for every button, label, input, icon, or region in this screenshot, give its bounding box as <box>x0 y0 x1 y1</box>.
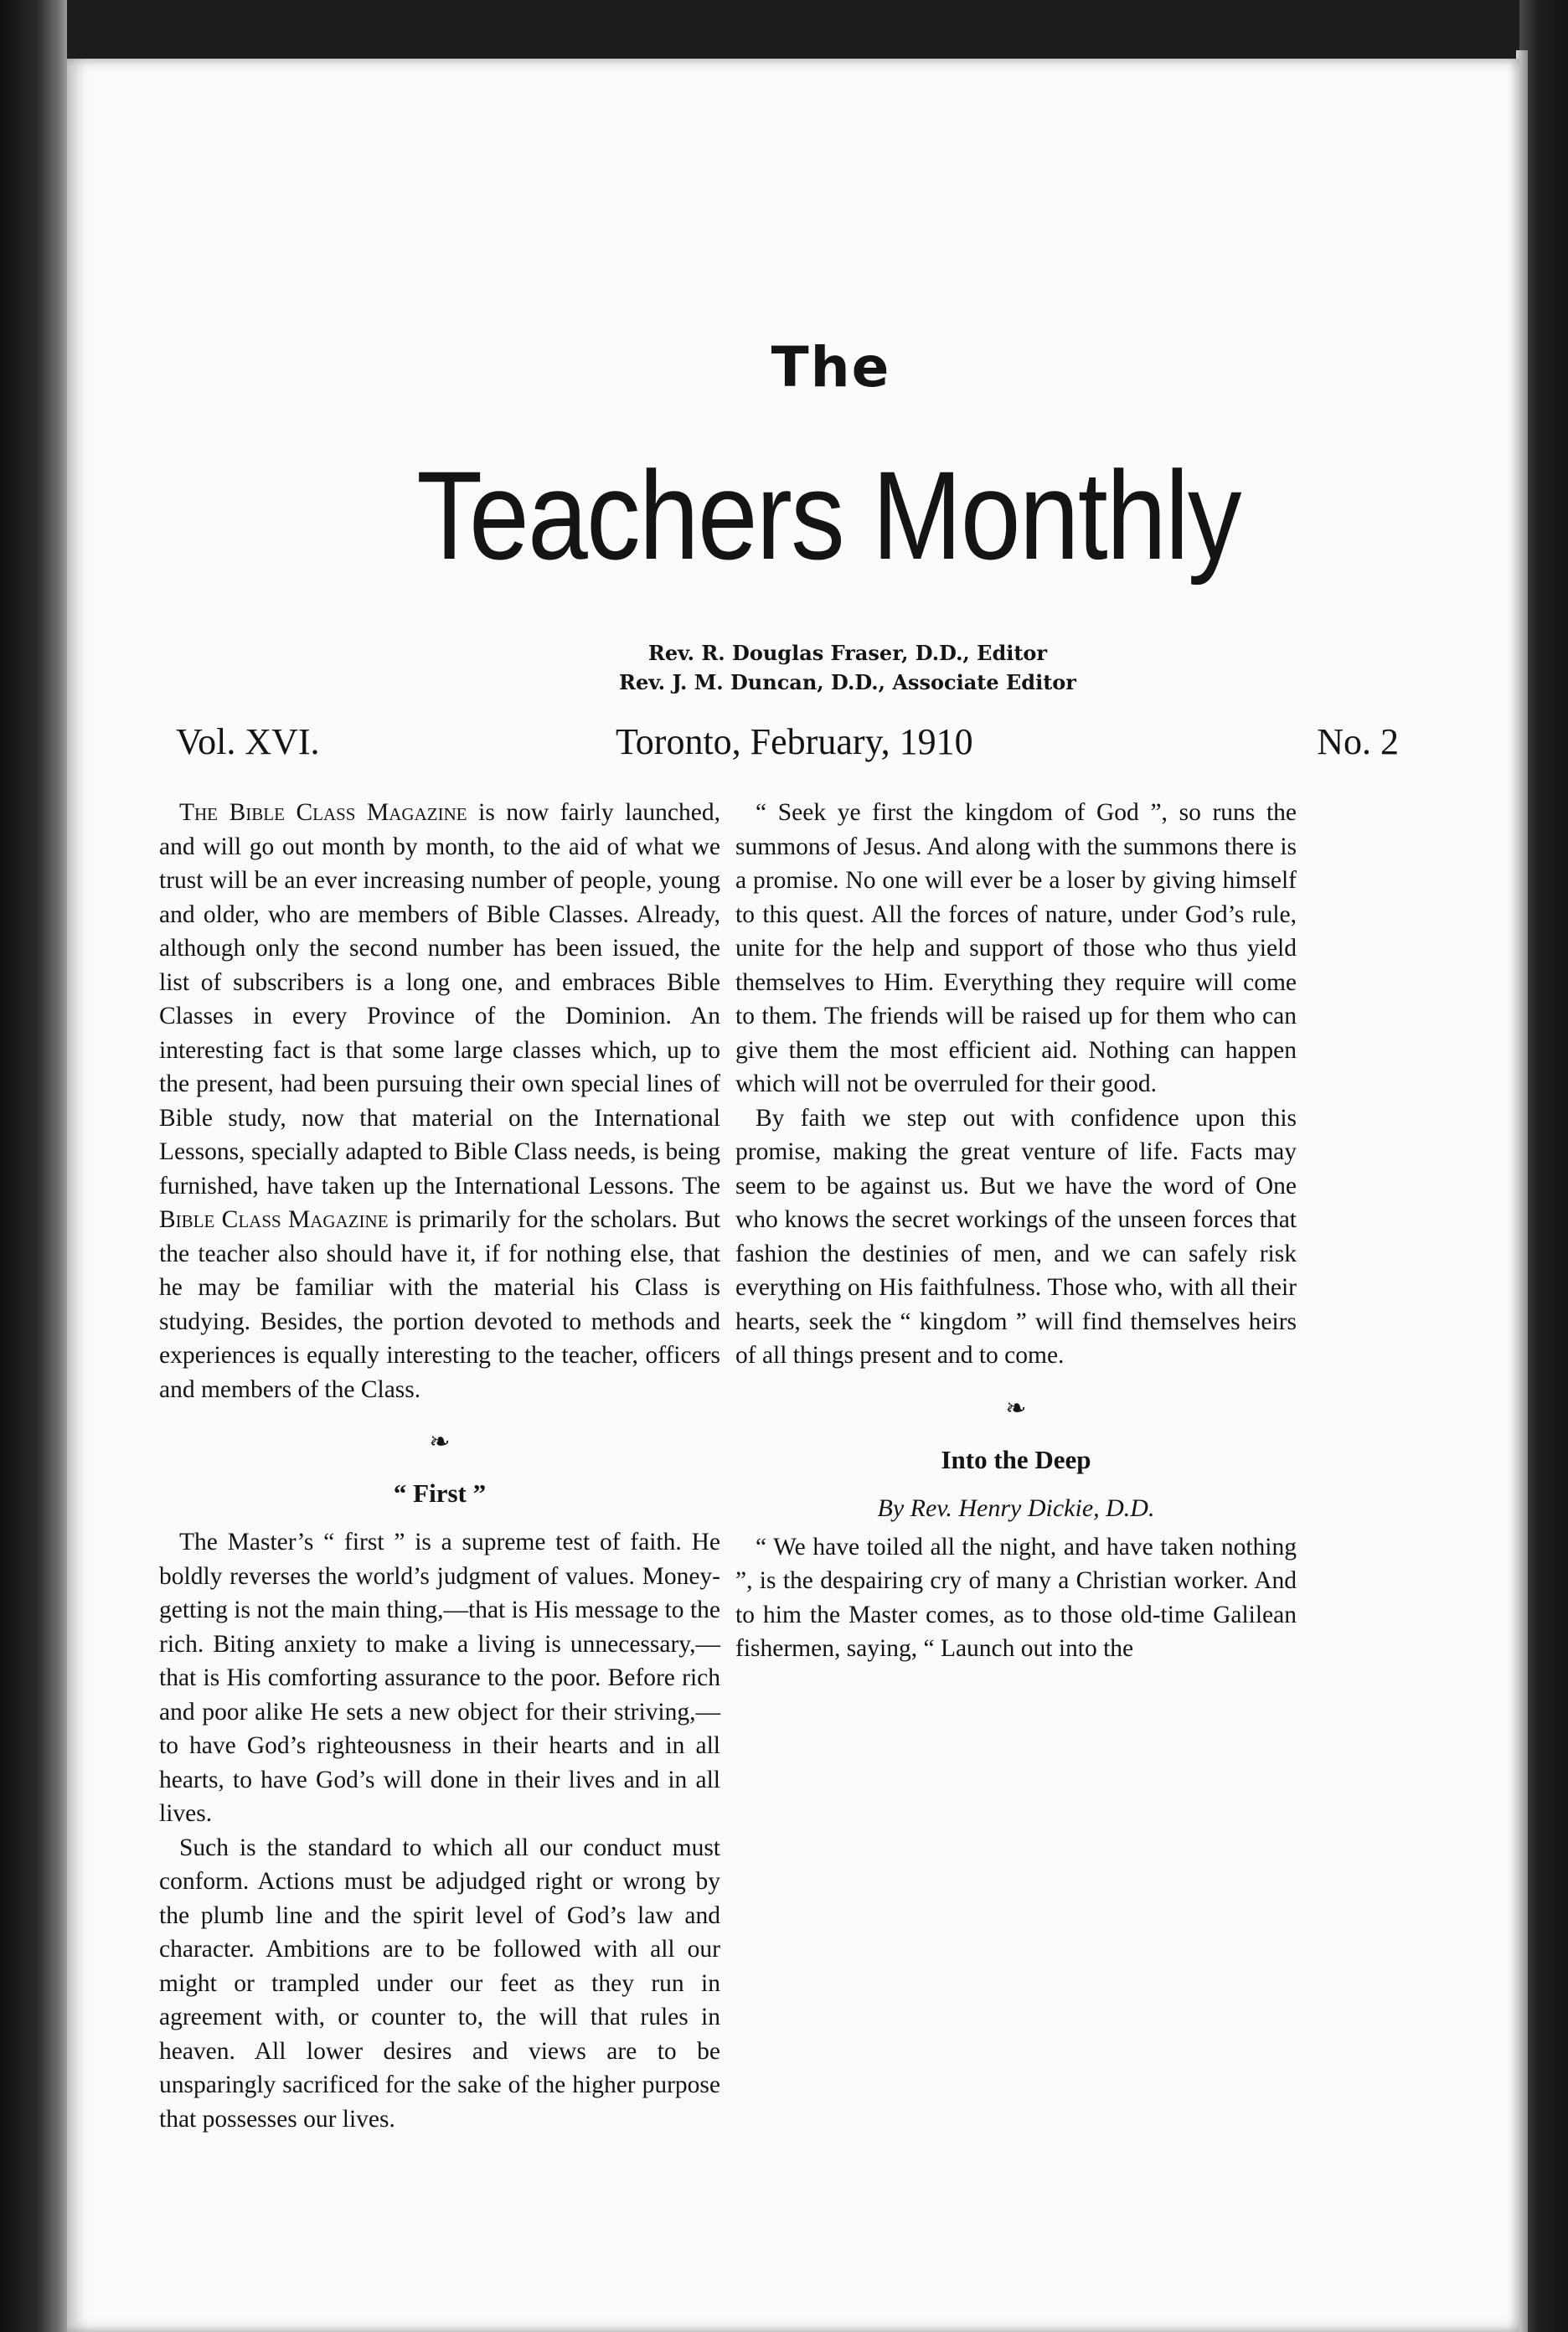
first-paragraph-1: The Master’s “ first ” is a supreme test of faith. He boldly reverses the world’s judgment of values. Money-getting is not the main thing,—that is His message to the rich. Biting anxiety to make a living is unnecessary,—that is His comforting assurance to the poor. Before rich and poor alike He sets a new object for their striving,—to have God’s righteousness in their hearts and in all hearts, to have God’s will done in their lives and in all lives. <box>159 1529 720 1827</box>
deep-paragraph-1: “ We have toiled all the night, and have taken nothing ”, is the despairing cry of many a Christian worker. And to him the Master comes, as to those old-time Galilean fishermen, saying, “ Launch out into the <box>735 1533 1297 1662</box>
intro-text-2: is primarily for the scholars. But the teacher also should have it, if for nothing else, that he may be familiar with the material his Class is studying. Besides, the portion devoted to methods and experiences is equally interesting to the teacher, officers and members of the Class. <box>159 1206 720 1403</box>
intro-paragraph <box>159 796 720 1406</box>
intro-lead: The Bible Class Magazine <box>179 799 467 826</box>
first-heading: “ First ” <box>393 1478 487 1508</box>
right-column <box>735 796 1297 1666</box>
first-paragraph-2: Such is the standard to which all our conduct must conform. Actions must be adjudged right or wrong by the plumb line and the spirit level of God’s law and character. Ambitions are to be followed with all our might or trampled under our feet as they run in agreement with, or counter to, the will that rules in heaven. All lower desires and views are to be unsparingly sacrificed for the sake of the higher purpose that possesses our lives. <box>159 1834 720 2133</box>
deep-heading: Into the Deep <box>941 1444 1091 1474</box>
volume-label: Vol. XVI. <box>176 721 320 762</box>
editor-line: Rev. R. Douglas Fraser, D.D., Editor <box>647 641 1048 665</box>
first-paragraph-4: By faith we step out with confidence upon this promise, making the great venture of life. Facts may seem to be against us. But we have the word of One who knows the secret workings of the unseen forces that fashion the destinies of men, and we can safely risk everything on His faithfulness. Those who, with all their hearts, seek the “ kingdom ” will find themselves heirs of all things present and to come. <box>735 1104 1297 1369</box>
left-column <box>159 796 720 2136</box>
leaf-ornament: ❧ <box>1005 1394 1027 1422</box>
issue-date: Toronto, February, 1910 <box>616 721 973 762</box>
masthead-the: The <box>771 335 891 400</box>
intro-text-1: is now fairly launched, and will go out month by month, to the aid of what we trust will be an ever increasing number of people, young and older, who are members of Bible Classes. Already, although only the second number has been issued, the list of subscribers is a long one, and embraces Bible Classes in every Province of the Dominion. An interesting fact is that some large classes which, up to the present, had been pursuing their own special lines of Bible study, now that material on the International Lessons, specially adapted to Bible Class needs, is being furnished, have taken up the International Lessons. The <box>159 799 720 1200</box>
editors-block <box>121 638 1568 697</box>
first-paragraph-3: “ Seek ye first the kingdom of God ”, so runs the summons of Jesus. And along with the summons there is a promise. No one will ever be a loser by giving himself to this quest. All the forces of nature, under God’s rule, unite for the help and support of those who thus yield themselves to Him. Everything they require will come to them. The friends will be raised up for them who can give them the most efficient aid. Nothing can happen which will not be overruled for their good. <box>735 799 1297 1097</box>
intro-magazine-name: Bible Class Magazine <box>159 1206 389 1233</box>
magazine-page <box>67 59 1519 2332</box>
book-binding-left <box>0 0 67 2332</box>
associate-editor-line: Rev. J. M. Duncan, D.D., Associate Editor <box>619 670 1076 694</box>
issue-number: No. 2 <box>1317 721 1399 762</box>
issue-line <box>176 720 1399 767</box>
leaf-ornament: ❧ <box>429 1428 451 1456</box>
masthead-title: Teachers Monthly <box>416 445 1240 586</box>
deep-byline: By Rev. Henry Dickie, D.D. <box>877 1494 1155 1522</box>
